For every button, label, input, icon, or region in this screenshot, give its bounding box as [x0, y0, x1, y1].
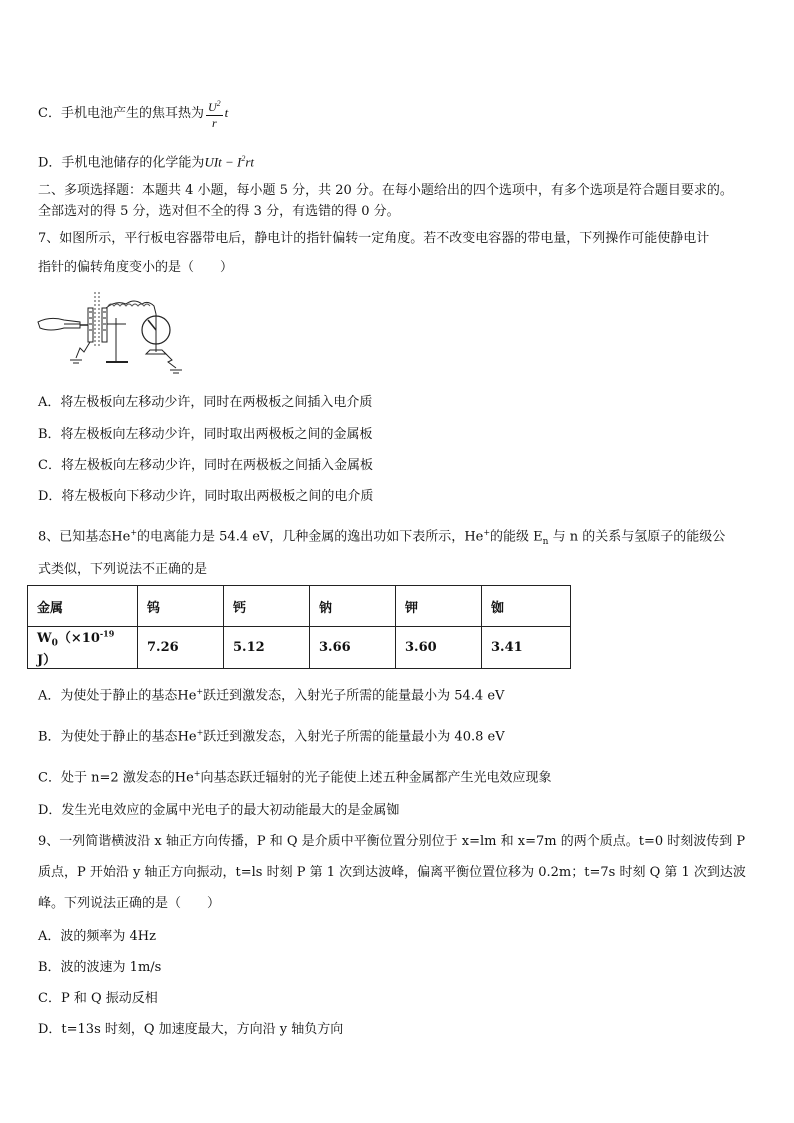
table-header-cell: 钨: [138, 586, 224, 627]
q7-stem-line-2: 指针的偏转角度变小的是（ ）: [38, 260, 234, 275]
ion-charge: +: [130, 528, 138, 537]
ion-charge: +: [193, 769, 201, 778]
table-header-cell: 钙: [224, 586, 310, 627]
helium-ion: He: [464, 529, 484, 545]
q8-option-a: [38, 683, 504, 705]
q7-option-b: B．将左极板向左移动少许，同时取出两极板之间的金属板: [38, 427, 373, 442]
q8-option-b-part-1: B．为使处于静止的基态: [38, 729, 178, 745]
q7-option-c: C．将左极板向左移动少许，同时在两极板之间插入金属板: [38, 458, 373, 473]
q8-option-b-part-2: 跃迁到激发态，入射光子所需的能量最小为 40.8 eV: [203, 729, 505, 745]
fraction-numerator: U: [207, 100, 217, 114]
q8-option-c: [38, 765, 552, 787]
row-label-subscript: 0: [51, 638, 58, 649]
q8-stem-part-a: 8、已知基态: [38, 529, 112, 545]
formula-tail: rt: [245, 154, 255, 170]
q8-option-c-part-2: 向基态跃迁辐射的光子能使上述五种金属都产生光电效应现象: [200, 770, 552, 786]
q9-stem-line-3: 峰。下列说法正确的是（ ）: [38, 896, 221, 911]
table-cell: 3.66: [310, 627, 396, 669]
row-label-symbol: W: [37, 631, 52, 646]
q6-option-d-text: D．手机电池储存的化学能为: [38, 155, 205, 171]
ion-charge: +: [196, 728, 204, 737]
q8-stem-part-b: 的电离能力是 54.4 eV，几种金属的逸出功如下表所示，: [137, 529, 465, 545]
numerator-exponent: 2: [216, 99, 221, 108]
q8-option-a-part-1: A．为使处于静止的基态: [38, 688, 178, 704]
q9-stem-line-2: 质点，P 开始沿 y 轴正方向振动，t=ls 时刻 P 第 1 次到达波峰，偏离平衡位置位移为 0.2m；t=7s 时刻 Q 第 1 次到达波: [38, 865, 746, 880]
table-header-row: [28, 586, 571, 627]
q6-option-c-text: C．手机电池产生的焦耳热为: [38, 106, 204, 121]
q8-stem-line-1: [38, 524, 725, 551]
q8-option-a-part-2: 跃迁到激发态，入射光子所需的能量最小为 54.4 eV: [203, 688, 505, 704]
table-cell: 3.41: [482, 627, 571, 669]
q8-stem-line-2: 式类似，下列说法不正确的是: [38, 562, 208, 577]
q8-option-b: [38, 724, 505, 746]
fraction-denominator: r: [211, 116, 217, 130]
section-2-heading-line-1: 二、多项选择题：本题共 4 小题，每小题 5 分，共 20 分。在每小题给出的四个选项中，有多个选项是符合题目要求的。: [38, 183, 733, 198]
table-cell: 7.26: [138, 627, 224, 669]
energy-level-subscript: n: [542, 536, 549, 547]
q9-option-a: A．波的频率为 4Hz: [38, 929, 156, 944]
fraction-suffix: t: [224, 105, 229, 120]
q9-option-b: B．波的波速为 1m/s: [38, 960, 162, 975]
table-cell: 3.60: [396, 627, 482, 669]
q8-stem-part-c: 的能级 E: [490, 529, 543, 545]
helium-ion: He: [177, 729, 197, 745]
q8-option-c-part-1: C．处于 n=2 激发态的: [38, 770, 175, 786]
table-header-cell: 钾: [396, 586, 482, 627]
q8-option-d: D．发生光电效应的金属中光电子的最大初动能最大的是金属铷: [38, 803, 400, 818]
row-label-unit: （×10: [57, 631, 100, 646]
section-2-heading-line-2: 全部选对的得 5 分，选对但不全的得 3 分，有选错的得 0 分。: [38, 204, 400, 219]
helium-ion: He: [177, 688, 197, 704]
q7-stem-line-1: 7、如图所示，平行板电容器带电后，静电计的指针偏转一定角度。若不改变电容器的带电量，下列操作可能使静电计: [38, 231, 710, 246]
table-cell: 5.12: [224, 627, 310, 669]
ion-charge: +: [196, 687, 204, 696]
q8-stem-part-d: 与 n 的关系与氢原子的能级公: [548, 529, 726, 545]
q6-option-c: [38, 96, 228, 131]
joule-heat-fraction: [206, 96, 223, 131]
q6-option-d: [38, 150, 254, 172]
table-header-cell: 金属: [28, 586, 138, 627]
chemical-energy-formula: UIt − I: [204, 154, 242, 170]
q9-option-c: C．P 和 Q 振动反相: [38, 991, 158, 1006]
helium-ion: He: [111, 529, 131, 545]
table-header-cell: 钠: [310, 586, 396, 627]
q7-option-a: A．将左极板向左移动少许，同时在两极板之间插入电介质: [38, 395, 373, 410]
q9-stem-line-1: 9、一列简谐横波沿 x 轴正方向传播，P 和 Q 是介质中平衡位置分别位于 x=lm 和 x=7m 的两个质点。t=0 时刻波传到 P: [38, 834, 746, 849]
q9-option-d: D．t=13s 时刻，Q 加速度最大，方向沿 y 轴负方向: [38, 1022, 344, 1037]
table-row-label: [28, 627, 138, 669]
helium-ion: He: [174, 770, 194, 786]
q7-option-d: D．将左极板向下移动少许，同时取出两极板之间的电介质: [38, 489, 374, 504]
capacitor-electrometer-figure: [36, 288, 186, 378]
ion-charge: +: [483, 528, 491, 537]
formula-exponent: 2: [241, 154, 246, 163]
table-row: [28, 627, 571, 669]
row-label-unit-tail: J）: [37, 652, 57, 668]
work-function-table: [27, 585, 571, 669]
row-label-exponent: -19: [99, 628, 115, 639]
table-header-cell: 铷: [482, 586, 571, 627]
